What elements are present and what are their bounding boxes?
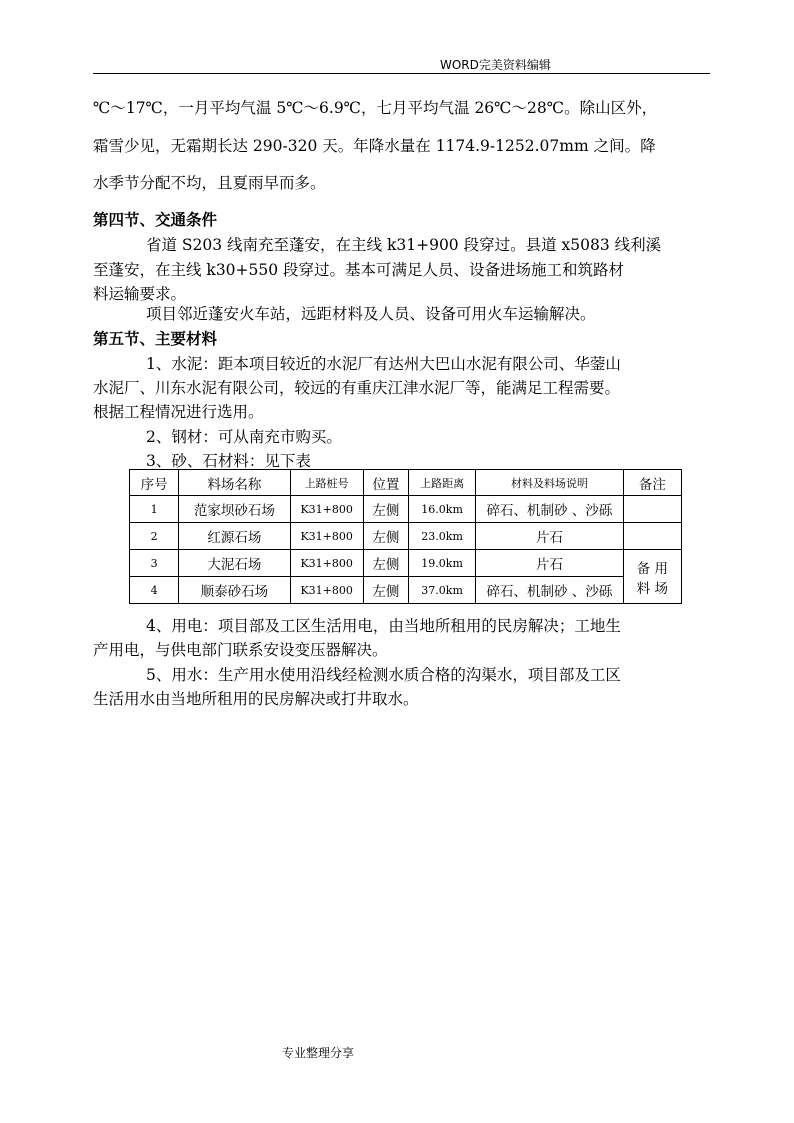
table-row	[130, 496, 682, 523]
section5-line: 3、砂、石材料：见下表	[146, 452, 311, 470]
section4-line: 至蓬安，在主线 k30+550 段穿过。基本可满足人员、设备进场施工和筑路材	[93, 261, 625, 279]
section5-line: 2、钢材：可从南充市购买。	[146, 428, 342, 446]
section5-line: 水泥厂、川东水泥有限公司，较远的有重庆江津水泥厂等，能满足工程需要。	[93, 379, 621, 397]
table-cell: 16.0km	[408, 496, 475, 523]
body-line: 霜雪少见，无霜期长达 290-320 天。年降水量在 1174.9-1252.07mm 之间。降	[93, 137, 656, 155]
table-header-cell: 上路桩号	[290, 470, 363, 496]
table-cell: K31+800	[290, 550, 363, 577]
body-line: 产用电，与供电部门联系安设变压器解决。	[93, 641, 388, 659]
section5-line: 1、水泥：距本项目较近的水泥厂有达州大巴山水泥有限公司、华蓥山	[146, 355, 621, 373]
table-header-cell: 料场名称	[179, 470, 290, 496]
materials-table	[129, 469, 682, 604]
table-cell: 左侧	[363, 577, 408, 604]
table-cell: K31+800	[290, 496, 363, 523]
page-header	[93, 56, 710, 74]
table-cell: 碎石、机制砂 、沙砾	[476, 577, 624, 604]
table-header-cell: 上路距离	[408, 470, 475, 496]
table-cell: 左侧	[363, 550, 408, 577]
table-cell: 范家坝砂石场	[179, 496, 290, 523]
table-cell: 片石	[476, 550, 624, 577]
section5-line: 根据工程情况进行选用。	[93, 403, 264, 421]
table-cell: 2	[130, 523, 179, 550]
section4-line: 省道 S203 线南充至蓬安，在主线 k31+900 段穿过。县道 x5083 线利溪	[146, 236, 662, 254]
table-cell: 红源石场	[179, 523, 290, 550]
body-line: 生活用水由当地所租用的民房解决或打井取水。	[93, 690, 419, 708]
body-line: 水季节分配不均，且夏雨早而多。	[93, 174, 326, 192]
table-cell: 左侧	[363, 496, 408, 523]
table-cell: 大泥石场	[179, 550, 290, 577]
table-cell: 19.0km	[408, 550, 475, 577]
section4-line: 料运输要求。	[93, 285, 187, 303]
remark-line: 料 场	[636, 580, 669, 597]
table-row	[130, 577, 682, 604]
body-line: ℃～17℃，一月平均气温 5℃～6.9℃，七月平均气温 26℃～28℃。除山区外，	[93, 99, 658, 117]
table-cell: 片石	[476, 523, 624, 550]
remark-line: 备 用	[636, 560, 669, 577]
table-cell: 3	[130, 550, 179, 577]
table-row	[130, 523, 682, 550]
section4-title: 第四节、交通条件	[93, 210, 218, 229]
table-cell: 1	[130, 496, 179, 523]
table-header-cell: 材料及料场说明	[476, 470, 624, 496]
header-text: WORD完美资料编辑	[440, 58, 551, 72]
body-line: 4、用电：项目部及工区生活用电，由当地所租用的民房解决；工地生	[146, 617, 621, 635]
table-cell: 左侧	[363, 523, 408, 550]
body-line: 5、用水：生产用水使用沿线经检测水质合格的沟渠水，项目部及工区	[146, 666, 621, 684]
table-cell: 碎石、机制砂 、沙砾	[476, 496, 624, 523]
table-header-cell: 序号	[130, 470, 179, 496]
table-cell: 顺泰砂石场	[179, 577, 290, 604]
page-footer: 专业整理分享	[282, 1046, 355, 1060]
table-cell: 23.0km	[408, 523, 475, 550]
table-header-row	[130, 470, 682, 496]
table-row	[130, 550, 682, 577]
table-cell: 37.0km	[408, 577, 475, 604]
table-cell: K31+800	[290, 523, 363, 550]
table-cell	[623, 523, 681, 550]
table-header-cell: 备注	[623, 470, 681, 496]
table-cell	[623, 496, 681, 523]
table-header-cell: 位置	[363, 470, 408, 496]
section5-title: 第五节、主要材料	[93, 329, 218, 348]
remark-cell	[623, 550, 681, 604]
section4-line: 项目邻近蓬安火车站，远距材料及人员、设备可用火车运输解决。	[146, 305, 596, 323]
table-cell: 4	[130, 577, 179, 604]
table-cell: K31+800	[290, 577, 363, 604]
